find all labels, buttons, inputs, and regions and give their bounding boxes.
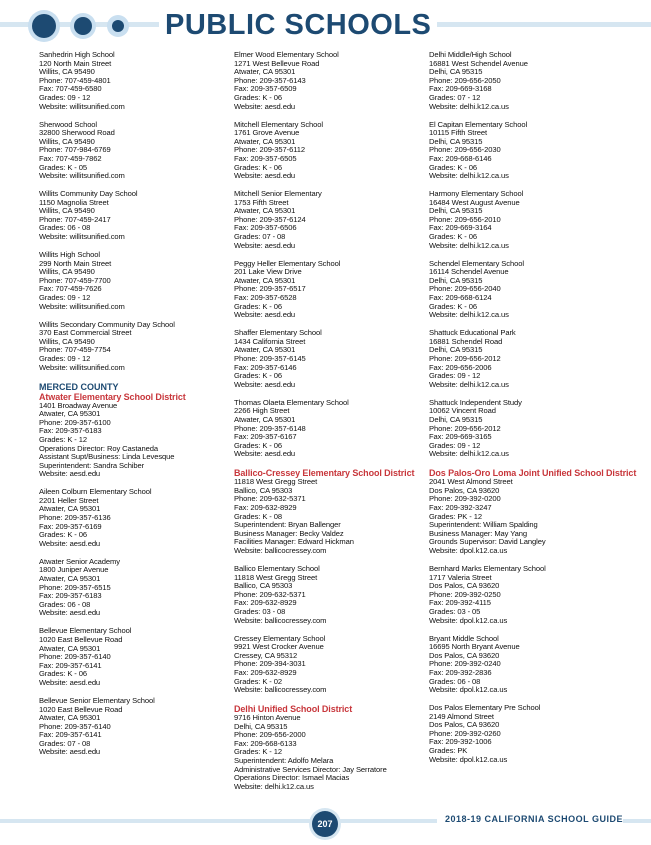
entry-line: Atwater, CA 95301 bbox=[234, 136, 296, 146]
entry-line: Grades: 03 - 05 bbox=[429, 606, 481, 616]
entry-line: Delhi, CA 95315 bbox=[429, 345, 483, 355]
entry-line: Grades: K - 06 bbox=[429, 301, 477, 311]
school-entry bbox=[234, 260, 419, 320]
entry-line: Phone: 707-459-7754 bbox=[39, 345, 111, 355]
entry-line: Phone: 209-357-6515 bbox=[39, 582, 111, 592]
entry-line: Website: aesd.edu bbox=[234, 101, 296, 111]
entry-line: 11818 West Gregg Street bbox=[234, 572, 318, 582]
entry-line-first: Mitchell Senior Elementary bbox=[234, 189, 322, 199]
entry-line: Grades: K - 06 bbox=[39, 530, 87, 540]
school-entry bbox=[234, 565, 419, 625]
entry-line: Grades: 09 - 12 bbox=[39, 293, 91, 303]
entry-line: Fax: 209-669-3168 bbox=[429, 84, 492, 94]
school-entry bbox=[39, 251, 224, 311]
entry-line-first: Willits Secondary Community Day School bbox=[39, 319, 175, 329]
entry-line: Superintendent: Adolfo Melara bbox=[234, 756, 334, 766]
entry-line: Fax: 209-357-6169 bbox=[39, 521, 102, 531]
entry-line: 120 North Main Street bbox=[39, 58, 112, 68]
entry-line-first: Dos Palos Elementary Pre School bbox=[429, 703, 541, 713]
entry-line-first: Bellevue Senior Elementary School bbox=[39, 695, 155, 705]
entry-line: Grades: 07 - 08 bbox=[234, 232, 286, 242]
entry-line: Website: aesd.edu bbox=[39, 677, 101, 687]
school-entry bbox=[39, 190, 224, 242]
entry-line-first: Mitchell Elementary School bbox=[234, 119, 323, 129]
entry-line: Fax: 209-357-6141 bbox=[39, 730, 102, 740]
entry-line: 1150 Magnolia Street bbox=[39, 197, 109, 207]
entry-line: Phone: 209-357-6100 bbox=[39, 417, 111, 427]
entry-line: Grades: K - 12 bbox=[234, 747, 282, 757]
entry-line: 1020 East Bellevue Road bbox=[39, 634, 123, 644]
entry-line: Operations Director: Ismael Macias bbox=[234, 773, 350, 783]
entry-line: Atwater, CA 95301 bbox=[234, 345, 296, 355]
entry-line-first: Shattuck Educational Park bbox=[429, 328, 516, 338]
entry-line: Grounds Supervisor: David Langley bbox=[429, 537, 546, 547]
entry-line: Fax: 209-632-8929 bbox=[234, 667, 297, 677]
entry-line-first: Aileen Colburn Elementary School bbox=[39, 487, 152, 497]
entry-line: Grades: PK bbox=[429, 746, 468, 756]
entry-line: 10062 Vincent Road bbox=[429, 406, 496, 416]
entry-line: Dos Palos, CA 93620 bbox=[429, 485, 500, 495]
entry-line-first: Sherwood School bbox=[39, 119, 98, 129]
entry-line: Grades: 06 - 08 bbox=[39, 223, 91, 233]
entry-line: Phone: 209-357-6140 bbox=[39, 721, 111, 731]
entry-line: Website: aesd.edu bbox=[39, 538, 101, 548]
school-entry bbox=[429, 565, 614, 625]
district-heading: Ballico-Cressey Elementary School District bbox=[234, 468, 415, 479]
entry-line: Phone: 707-984-6769 bbox=[39, 145, 111, 155]
entry-line: Phone: 209-656-2000 bbox=[234, 730, 306, 740]
entry-line: 10115 Fifth Street bbox=[429, 128, 488, 138]
entry-line: 2149 Almond Street bbox=[429, 711, 494, 721]
entry-line: Phone: 209-392-0200 bbox=[429, 494, 501, 504]
entry-line: Fax: 209-357-6141 bbox=[39, 660, 102, 670]
entry-line: Willits, CA 95490 bbox=[39, 336, 95, 346]
entry-line: Fax: 707-459-7862 bbox=[39, 153, 102, 163]
entry-line: Website: delhi.k12.ca.us bbox=[429, 101, 509, 111]
entry-line-first: 1401 Broadway Avenue bbox=[39, 400, 118, 410]
entry-line: Fax: 209-392-3247 bbox=[429, 503, 492, 513]
entry-line: Fax: 209-357-6146 bbox=[234, 362, 297, 372]
page-footer bbox=[0, 806, 651, 836]
entry-line: Dos Palos, CA 93620 bbox=[429, 581, 500, 591]
school-entry bbox=[39, 121, 224, 181]
school-entry bbox=[429, 635, 614, 695]
entry-line: 201 Lake View Drive bbox=[234, 267, 302, 277]
entry-line-first: Ballico Elementary School bbox=[234, 564, 320, 574]
entry-line-first: Harmony Elementary School bbox=[429, 189, 524, 199]
entry-line: 16484 West August Avenue bbox=[429, 197, 520, 207]
entry-line: Phone: 209-357-6140 bbox=[39, 652, 111, 662]
entry-line: Grades: K - 06 bbox=[429, 232, 477, 242]
entry-line: Website: willitsunified.com bbox=[39, 101, 125, 111]
entry-line: Delhi, CA 95315 bbox=[429, 206, 483, 216]
entry-line: Phone: 209-357-6145 bbox=[234, 353, 306, 363]
entry-line-first: Elmer Wood Elementary School bbox=[234, 50, 339, 59]
page-title: PUBLIC SCHOOLS bbox=[159, 8, 437, 42]
entry-line: Fax: 209-668-6124 bbox=[429, 293, 492, 303]
school-entry bbox=[429, 190, 614, 250]
school-entry bbox=[39, 402, 224, 479]
entry-line-first: Atwater Senior Academy bbox=[39, 556, 120, 566]
entry-line: Phone: 209-656-2040 bbox=[429, 284, 501, 294]
entry-line: 16695 North Bryant Avenue bbox=[429, 642, 520, 652]
entry-line: Superintendent: Bryan Ballenger bbox=[234, 520, 341, 530]
district-heading: Dos Palos-Oro Loma Joint Unified School District bbox=[429, 468, 637, 479]
entry-line: Grades: K - 06 bbox=[234, 301, 282, 311]
guide-title: 2018-19 CALIFORNIA SCHOOL GUIDE bbox=[437, 814, 623, 824]
school-entry bbox=[39, 488, 224, 548]
entry-line: Website: dpol.k12.ca.us bbox=[429, 615, 508, 625]
entry-line: 1717 Valeria Street bbox=[429, 572, 492, 582]
entry-line-first: Willits High School bbox=[39, 250, 100, 260]
entry-line: Fax: 209-392-2836 bbox=[429, 667, 492, 677]
school-entry bbox=[39, 558, 224, 618]
entry-line: Atwater, CA 95301 bbox=[39, 643, 101, 653]
school-entry bbox=[234, 329, 419, 389]
entry-line: Website: delhi.k12.ca.us bbox=[429, 449, 509, 459]
entry-line: Grades: K - 05 bbox=[39, 162, 87, 172]
entry-line: Atwater, CA 95301 bbox=[39, 504, 101, 514]
school-entry bbox=[234, 714, 419, 791]
entry-line: Grades: K - 06 bbox=[39, 669, 87, 679]
entry-line: 1434 California Street bbox=[234, 336, 306, 346]
entry-line: Dos Palos, CA 93620 bbox=[429, 650, 500, 660]
entry-line: Grades: K - 08 bbox=[234, 511, 282, 521]
entry-line: Superintendent: Sandra Schiber bbox=[39, 460, 145, 470]
entry-line: Website: aesd.edu bbox=[234, 171, 296, 181]
entry-line: 16881 West Schendel Avenue bbox=[429, 58, 528, 68]
page-header bbox=[0, 0, 651, 48]
page-number: 207 bbox=[312, 811, 338, 837]
school-entry bbox=[39, 627, 224, 687]
entry-line: Willits, CA 95490 bbox=[39, 206, 95, 216]
entry-line: Fax: 209-669-3164 bbox=[429, 223, 492, 233]
entry-line: Fax: 707-459-6580 bbox=[39, 84, 102, 94]
district-heading: Delhi Unified School District bbox=[234, 704, 353, 715]
entry-line: Phone: 209-357-6112 bbox=[234, 145, 306, 155]
header-dot-medium-core bbox=[74, 17, 92, 35]
school-entry bbox=[39, 321, 224, 373]
entry-line-first: Thomas Olaeta Elementary School bbox=[234, 397, 349, 407]
entry-line: Phone: 209-656-2012 bbox=[429, 353, 501, 363]
school-entry bbox=[234, 190, 419, 250]
entry-line-first: Bellevue Elementary School bbox=[39, 626, 132, 636]
entry-line-first: Bryant Middle School bbox=[429, 633, 499, 643]
entry-line: Grades: 09 - 12 bbox=[39, 353, 91, 363]
entry-line: 16114 Schendel Avenue bbox=[429, 267, 509, 277]
entry-line-first: Peggy Heller Elementary School bbox=[234, 258, 341, 268]
entry-line: Atwater, CA 95301 bbox=[39, 713, 101, 723]
entry-line: Fax: 209-357-6183 bbox=[39, 426, 102, 436]
entry-line-first: 9716 Hinton Avenue bbox=[234, 713, 301, 723]
entry-line: 1020 East Bellevue Road bbox=[39, 704, 123, 714]
entry-line: Delhi, CA 95315 bbox=[429, 136, 483, 146]
entry-line: Website: aesd.edu bbox=[234, 310, 296, 320]
entry-line-first: Shattuck Independent Study bbox=[429, 397, 522, 407]
entry-line: Ballico, CA 95303 bbox=[234, 581, 293, 591]
entry-line: Phone: 209-656-2010 bbox=[429, 214, 501, 224]
entry-line-first: Schendel Elementary School bbox=[429, 258, 524, 268]
entry-line: Fax: 209-668-6133 bbox=[234, 738, 297, 748]
school-entry bbox=[234, 478, 419, 555]
entry-line: Phone: 209-357-6143 bbox=[234, 75, 306, 85]
entry-line: Fax: 707-459-7626 bbox=[39, 284, 102, 294]
entry-line: Phone: 209-357-6517 bbox=[234, 284, 306, 294]
entry-line: Phone: 209-392-0250 bbox=[429, 589, 501, 599]
column-right bbox=[429, 50, 637, 774]
entry-line: Fax: 209-392-4115 bbox=[429, 598, 491, 608]
entry-line: 2266 High Street bbox=[234, 406, 290, 416]
school-entry bbox=[429, 478, 614, 555]
entry-line: Website: aesd.edu bbox=[39, 469, 101, 479]
entry-line: Grades: K - 02 bbox=[234, 676, 282, 686]
entry-line: Fax: 209-669-3165 bbox=[429, 432, 492, 442]
entry-line: Cressey, CA 95312 bbox=[234, 650, 298, 660]
entry-line: Dos Palos, CA 93620 bbox=[429, 720, 500, 730]
entry-line: Fax: 209-357-6506 bbox=[234, 223, 297, 233]
entry-line: Grades: K - 06 bbox=[234, 92, 282, 102]
entry-line: 16881 Schendel Road bbox=[429, 336, 503, 346]
entry-line: Phone: 209-656-2012 bbox=[429, 423, 501, 433]
entry-line: Atwater, CA 95301 bbox=[39, 574, 101, 584]
entry-line: Grades: 09 - 12 bbox=[39, 92, 91, 102]
entry-line: Facilities Manager: Edward Hickman bbox=[234, 537, 354, 547]
entry-line: Fax: 209-357-6183 bbox=[39, 591, 102, 601]
entry-line: Phone: 209-656-2030 bbox=[429, 145, 501, 155]
entry-line: 370 East Commercial Street bbox=[39, 328, 132, 338]
entry-line: Fax: 209-357-6167 bbox=[234, 432, 297, 442]
entry-line: Business Manager: May Yang bbox=[429, 528, 528, 538]
district-heading: Atwater Elementary School District bbox=[39, 391, 186, 402]
entry-line-first: Delhi Middle/High School bbox=[429, 50, 512, 59]
school-entry bbox=[39, 697, 224, 757]
entry-line: Grades: 07 - 12 bbox=[429, 92, 481, 102]
school-entry bbox=[39, 51, 224, 111]
entry-line: Website: delhi.k12.ca.us bbox=[429, 310, 509, 320]
entry-line: Website: delhi.k12.ca.us bbox=[429, 379, 509, 389]
entry-line: Grades: 06 - 08 bbox=[39, 599, 91, 609]
entry-line: Website: dpol.k12.ca.us bbox=[429, 546, 508, 556]
county-heading: MERCED COUNTY bbox=[39, 381, 119, 392]
entry-line: Delhi, CA 95315 bbox=[234, 721, 288, 731]
entry-line: Business Manager: Becky Valdez bbox=[234, 528, 344, 538]
entry-line: Grades: 07 - 08 bbox=[39, 738, 91, 748]
entry-line: Atwater, CA 95301 bbox=[39, 409, 101, 419]
entry-line: Delhi, CA 95315 bbox=[429, 414, 483, 424]
entry-line: Website: willitsunified.com bbox=[39, 362, 125, 372]
entry-line: Grades: K - 06 bbox=[234, 371, 282, 381]
school-entry bbox=[234, 399, 419, 459]
entry-line: 1800 Juniper Avenue bbox=[39, 565, 109, 575]
entry-line: Website: aesd.edu bbox=[39, 747, 101, 757]
header-dot-large-core bbox=[32, 14, 56, 38]
entry-line: Website: ballicocressey.com bbox=[234, 546, 327, 556]
entry-line: Fax: 209-392-1006 bbox=[429, 737, 492, 747]
entry-line: Superintendent: William Spalding bbox=[429, 520, 538, 530]
school-entry bbox=[234, 121, 419, 181]
entry-line: Fax: 209-632-8929 bbox=[234, 503, 297, 513]
entry-line: Fax: 209-357-6528 bbox=[234, 293, 297, 303]
entry-line: Phone: 209-357-6148 bbox=[234, 423, 306, 433]
entry-line: Grades: K - 06 bbox=[234, 440, 282, 450]
entry-line: 9921 West Crocker Avenue bbox=[234, 642, 324, 652]
entry-line: Website: willitsunified.com bbox=[39, 232, 125, 242]
entry-line: Website: dpol.k12.ca.us bbox=[429, 754, 508, 764]
entry-line: Delhi, CA 95315 bbox=[429, 275, 483, 285]
entry-line: Grades: 03 - 08 bbox=[234, 606, 286, 616]
entry-line-first: El Capitan Elementary School bbox=[429, 119, 528, 129]
entry-line: 1271 West Bellevue Road bbox=[234, 58, 320, 68]
entry-line: Website: delhi.k12.ca.us bbox=[429, 171, 509, 181]
column-middle bbox=[234, 51, 419, 801]
entry-line: Phone: 209-392-0260 bbox=[429, 728, 501, 738]
entry-line: Operations Director: Roy Castaneda bbox=[39, 443, 159, 453]
entry-line: Grades: K - 06 bbox=[234, 162, 282, 172]
page-number-badge bbox=[309, 808, 341, 840]
school-entry bbox=[429, 329, 614, 389]
entry-line-first: Bernhard Marks Elementary School bbox=[429, 564, 546, 574]
entry-line: Willits, CA 95490 bbox=[39, 267, 95, 277]
entry-line: Website: willitsunified.com bbox=[39, 301, 125, 311]
entry-line: Grades: 09 - 12 bbox=[429, 371, 481, 381]
entry-line: 299 North Main Street bbox=[39, 258, 112, 268]
entry-line: Fax: 209-357-6509 bbox=[234, 84, 297, 94]
entry-line: Website: dpol.k12.ca.us bbox=[429, 685, 508, 695]
school-entry bbox=[234, 635, 419, 695]
school-entry bbox=[429, 704, 614, 764]
entry-line: Website: ballicocressey.com bbox=[234, 615, 327, 625]
entry-line-first: Shaffer Elementary School bbox=[234, 328, 322, 338]
entry-line: Phone: 707-459-4801 bbox=[39, 75, 111, 85]
entry-line: Grades: PK - 12 bbox=[429, 511, 482, 521]
entry-line: Administrative Services Director: Jay Serratore bbox=[234, 764, 387, 774]
school-entry bbox=[429, 260, 614, 320]
entry-line: Fax: 209-656-2006 bbox=[429, 362, 492, 372]
entry-line: Phone: 707-459-7700 bbox=[39, 275, 111, 285]
entry-line: Grades: K - 12 bbox=[39, 434, 87, 444]
entry-line: Fax: 209-632-8929 bbox=[234, 598, 297, 608]
school-entry bbox=[429, 121, 614, 181]
entry-line: Website: ballicocressey.com bbox=[234, 685, 327, 695]
entry-line: Fax: 209-668-6146 bbox=[429, 153, 492, 163]
entry-line: Grades: 09 - 12 bbox=[429, 440, 481, 450]
entry-line: Atwater, CA 95301 bbox=[234, 67, 296, 77]
entry-line: Grades: K - 06 bbox=[429, 162, 477, 172]
entry-line: Phone: 209-394-3031 bbox=[234, 659, 306, 669]
entry-line-first: Sanhedrin High School bbox=[39, 50, 115, 59]
school-entry bbox=[429, 51, 614, 111]
entry-line: Atwater, CA 95301 bbox=[234, 414, 296, 424]
column-left bbox=[39, 51, 224, 766]
entry-line-first: Willits Community Day School bbox=[39, 189, 138, 199]
entry-line: Website: aesd.edu bbox=[234, 449, 296, 459]
entry-line: Phone: 209-656-2050 bbox=[429, 75, 501, 85]
entry-line: Phone: 209-632-5371 bbox=[234, 494, 306, 504]
entry-line-first: 11818 West Gregg Street bbox=[234, 477, 318, 487]
entry-line: Delhi, CA 95315 bbox=[429, 67, 483, 77]
entry-line: 1753 Fifth Street bbox=[234, 197, 289, 207]
entry-line: Website: delhi.k12.ca.us bbox=[429, 240, 509, 250]
entry-line-first: 2041 West Almond Street bbox=[429, 477, 513, 487]
entry-line: Willits, CA 95490 bbox=[39, 136, 95, 146]
entry-line: Phone: 209-357-6124 bbox=[234, 214, 306, 224]
school-entry bbox=[234, 51, 419, 111]
entry-line: Website: aesd.edu bbox=[234, 240, 296, 250]
entry-line: Atwater, CA 95301 bbox=[234, 275, 296, 285]
header-dot-small-core bbox=[112, 20, 124, 32]
entry-line-first: Cressey Elementary School bbox=[234, 633, 326, 643]
entry-line: Phone: 209-392-0240 bbox=[429, 659, 501, 669]
entry-line: Ballico, CA 95303 bbox=[234, 485, 293, 495]
entry-line: 2201 Heller Street bbox=[39, 495, 99, 505]
entry-line: Grades: 06 - 08 bbox=[429, 676, 481, 686]
school-entry bbox=[429, 399, 614, 459]
entry-line: 1761 Grove Avenue bbox=[234, 128, 300, 138]
entry-line: Fax: 209-357-6505 bbox=[234, 153, 297, 163]
entry-line: Phone: 707-459-2417 bbox=[39, 214, 111, 224]
entry-line: Website: aesd.edu bbox=[234, 379, 296, 389]
entry-line: Atwater, CA 95301 bbox=[234, 206, 296, 216]
entry-line: Website: willitsunified.com bbox=[39, 171, 125, 181]
entry-line: Website: aesd.edu bbox=[39, 608, 101, 618]
entry-line: 32800 Sherwood Road bbox=[39, 128, 115, 138]
entry-line: Phone: 209-632-5371 bbox=[234, 589, 306, 599]
entry-line: Willits, CA 95490 bbox=[39, 67, 95, 77]
entry-line: Assistant Supt/Business: Linda Levesque bbox=[39, 452, 175, 462]
entry-line: Phone: 209-357-6136 bbox=[39, 513, 111, 523]
entry-line: Website: delhi.k12.ca.us bbox=[234, 781, 314, 791]
